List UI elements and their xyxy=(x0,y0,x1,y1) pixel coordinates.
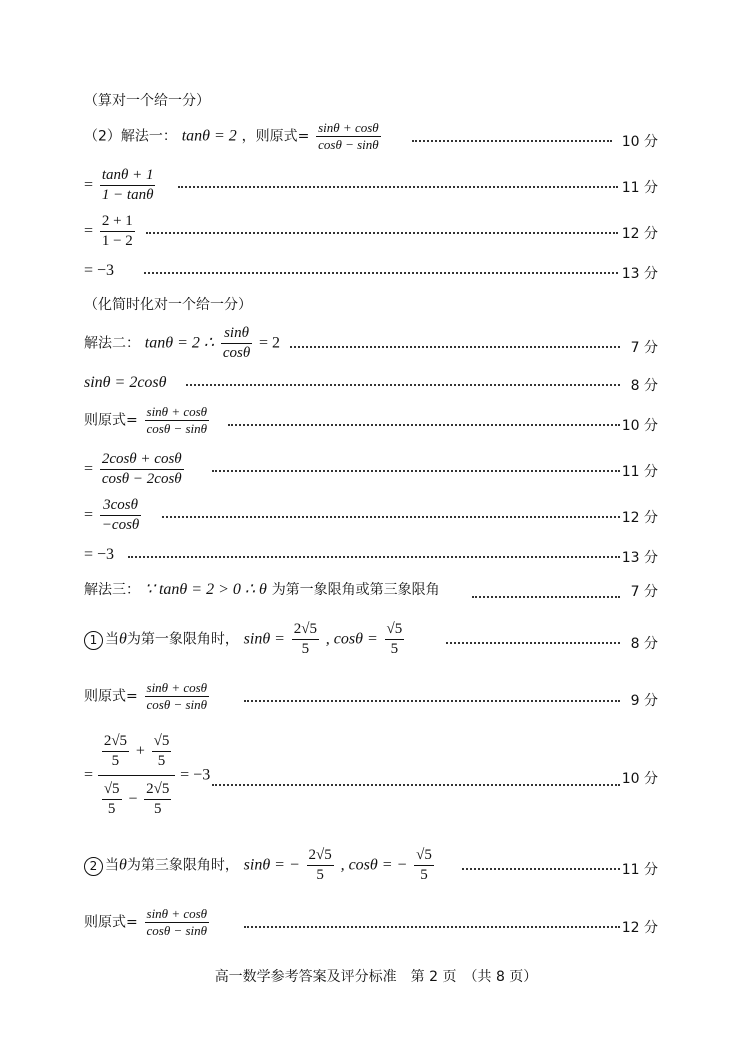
dot-leader xyxy=(162,514,620,518)
three-cos-fraction: $\frac{3\cos\theta}{-\cos\theta}$ xyxy=(101,497,140,533)
dot-leader xyxy=(462,866,620,870)
score-label: 9 分 xyxy=(630,693,658,709)
grading-note-1: （算对一个给一分） xyxy=(84,93,210,109)
compound-fraction: $\frac{2√5}{5}$ + $\frac{√5}{5}$ $\frac{√5}{5}$ − $\frac{2√5}{5}$ xyxy=(98,730,176,821)
case-2-line: 2 当θ为第三象限角时， sinθ = − $\frac{2√5}{5}$ , cosθ = − $\frac{√5}{5}$ xyxy=(84,846,436,885)
original-fraction: $\frac{\sin\theta + \cos\theta}{\cos\theta - \sin\theta}$ xyxy=(146,906,208,938)
dot-leader xyxy=(178,184,618,188)
original-fraction: $\frac{\sin\theta + \cos\theta}{\cos\theta - \sin\theta}$ xyxy=(318,120,379,152)
method-3-line: 解法三： ∵ tanθ = 2 > 0 ∴ θ 为第一象限角或第三象限角 xyxy=(84,581,440,598)
circled-number-1: 1 xyxy=(84,631,103,650)
score-label: 7 分 xyxy=(630,584,658,600)
sin-value-fraction: $\frac{2√5}{5}$ xyxy=(293,621,317,657)
step-3cos: = $\frac{3\cos\theta}{-\cos\theta}$ xyxy=(84,497,140,533)
tan-fraction: $\frac{\tan\theta + 1}{1 - \tan\theta}$ xyxy=(101,167,154,203)
method-1-line xyxy=(84,120,383,153)
sin-value-fraction: $\frac{2√5}{5}$ xyxy=(308,847,332,883)
score-label: 10 分 xyxy=(621,418,658,434)
score-label: 12 分 xyxy=(621,510,658,526)
dot-leader xyxy=(128,554,620,558)
dot-leader xyxy=(144,270,618,274)
score-label: 13 分 xyxy=(621,550,658,566)
substituted-fraction: $\frac{2\cos\theta + \cos\theta}{\cos\theta - 2\cos\theta}$ xyxy=(101,451,182,487)
dot-leader xyxy=(472,594,620,598)
dot-leader xyxy=(228,422,620,426)
result-neg3: = −3 xyxy=(84,546,115,563)
score-label: 8 分 xyxy=(630,378,658,394)
dot-leader xyxy=(290,344,620,348)
dot-leader xyxy=(212,782,620,786)
score-label: 7 分 xyxy=(630,340,658,356)
cos-value-fraction: $\frac{√5}{5}$ xyxy=(386,621,403,657)
dot-leader xyxy=(446,640,620,644)
case-1-line: 1 当θ为第一象限角时， sinθ = $\frac{2√5}{5}$ , cosθ = $\frac{√5}{5}$ xyxy=(84,620,406,659)
score-label: 11 分 xyxy=(621,464,658,480)
method-3-label: 解法三： xyxy=(84,582,140,598)
step-tan-fraction: = $\frac{\tan\theta + 1}{1 - \tan\theta}$ xyxy=(84,167,154,203)
sin-equals-2cos: sinθ = 2cosθ xyxy=(84,374,167,391)
cos-value-fraction: $\frac{√5}{5}$ xyxy=(416,847,432,883)
dot-leader xyxy=(146,230,618,234)
numeric-fraction: $\frac{2 + 1}{1 - 2}$ xyxy=(101,213,133,249)
method-2-line: 解法二： tanθ = 2 ∴ $\frac{\sin\theta}{\cos\theta}$ = 2 xyxy=(84,325,281,361)
dot-leader xyxy=(244,698,620,702)
page-footer: 高一数学参考答案及评分标准 第 2 页 （共 8 页） xyxy=(214,969,538,985)
result-neg3: = −3 xyxy=(84,262,115,279)
method-1-label: （2）解法一： xyxy=(84,128,177,145)
then-original-line: 则原式= $\frac{\sin\theta + \cos\theta}{\cos\theta - \sin\theta}$ xyxy=(84,404,208,436)
grading-note-2: （化简时化对一个给一分） xyxy=(84,297,252,313)
then-original-line: 则原式= $\frac{\sin\theta + \cos\theta}{\cos\theta - \sin\theta}$ xyxy=(84,680,208,712)
score-label: 8 分 xyxy=(630,636,658,652)
score-label: 10 分 xyxy=(621,134,658,150)
step-substitute: = $\frac{2\cos\theta + \cos\theta}{\cos\theta - 2\cos\theta}$ xyxy=(84,451,182,487)
original-fraction: $\frac{\sin\theta + \cos\theta}{\cos\theta - \sin\theta}$ xyxy=(146,404,208,436)
score-label: 12 分 xyxy=(621,226,658,242)
tan-given: tanθ = 2 xyxy=(181,127,237,145)
score-label: 11 分 xyxy=(621,180,658,196)
original-fraction: $\frac{\sin\theta + \cos\theta}{\cos\theta - \sin\theta}$ xyxy=(146,680,208,712)
dot-leader xyxy=(244,924,620,928)
score-label: 11 分 xyxy=(621,862,658,878)
compound-fraction-line: = $\frac{2√5}{5}$ + $\frac{√5}{5}$ $\frac{√5}{5}$ − $\frac{2√5}{5}$ = −3 xyxy=(84,730,210,821)
then-original-line: 则原式= $\frac{\sin\theta + \cos\theta}{\cos\theta - \sin\theta}$ xyxy=(84,906,208,938)
dot-leader xyxy=(186,382,620,386)
then-original: ，则原式= xyxy=(241,128,310,145)
method-2-label: 解法二： xyxy=(84,335,140,352)
sin-cos-ratio: $\frac{\sin\theta}{\cos\theta}$ xyxy=(222,325,251,361)
score-label: 13 分 xyxy=(621,266,658,282)
step-numeric-fraction: = $\frac{2 + 1}{1 - 2}$ xyxy=(84,213,133,249)
dot-leader xyxy=(412,138,612,142)
circled-number-2: 2 xyxy=(84,857,103,876)
score-label: 10 分 xyxy=(621,771,658,787)
dot-leader xyxy=(212,468,620,472)
score-label: 12 分 xyxy=(621,920,658,936)
